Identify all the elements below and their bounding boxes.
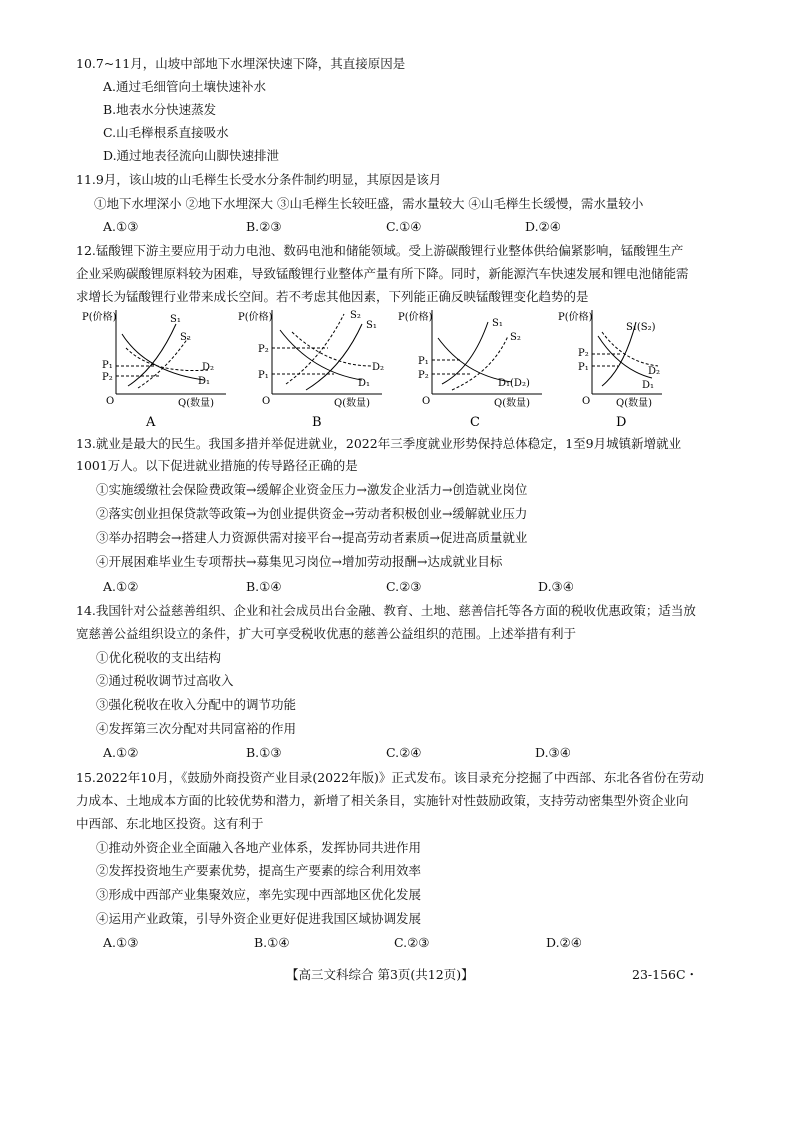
graph-a-d1: D₁ <box>198 376 211 387</box>
graph-c-xlabel: Q(数量) <box>494 398 531 409</box>
q13-stem-line-2: 1001万人。以下促进就业措施的传导路径正确的是 <box>76 458 358 473</box>
q13-item-3: ③举办招聘会→搭建人力资源供需对接平台→提高劳动者素质→促进高质量就业 <box>96 530 528 545</box>
graph-a-origin: O <box>106 396 115 407</box>
q13-choice-a[interactable]: A.①② <box>103 579 139 594</box>
graph-b-s1: S₁ <box>366 320 377 331</box>
graph-b-d2-curve <box>292 332 372 366</box>
graph-a-d2: D₂ <box>202 362 215 373</box>
graph-a[interactable] <box>82 310 226 430</box>
q13-choice-b[interactable]: B.①④ <box>246 579 282 594</box>
graph-d-d2: D₂ <box>648 366 661 377</box>
graph-a-d2-curve <box>126 348 208 371</box>
graph-c-p2: P₂ <box>418 370 429 381</box>
graph-a-s1-curve <box>128 324 176 386</box>
q14-item-2: ②通过税收调节过高收入 <box>96 673 234 688</box>
q14-choice-d[interactable]: D.③④ <box>535 745 571 760</box>
graph-d-letter: D <box>616 415 627 430</box>
q15-choice-b[interactable]: B.①④ <box>254 935 290 950</box>
q13-stem-line-1: 13.就业是最大的民生。我国多措并举促进就业，2022年三季度就业形势保持总体稳定，1至9月城镇新增就业 <box>76 436 682 451</box>
q12-stem-line-1: 12.锰酸锂下游主要应用于动力电池、数码电池和储能领域。受上游碳酸锂行业整体供给偏紧影响，锰酸锂生产 <box>76 243 684 258</box>
q11-choice-d[interactable]: D.②④ <box>525 219 561 234</box>
q11-stem: 11.9月，该山坡的山毛榉生长受水分条件制约明显，其原因是该月 <box>76 172 442 187</box>
graph-c-ylabel: P(价格) <box>398 312 433 323</box>
graph-d-xlabel: Q(数量) <box>616 398 653 409</box>
graph-c-letter: C <box>470 415 480 430</box>
q15-stem-line-1: 15.2022年10月，《鼓励外商投资产业目录(2022年版)》正式发布。该目录充分挖掘了中西部、东北各省份在劳动 <box>76 770 704 785</box>
graph-b-ylabel: P(价格) <box>238 312 273 323</box>
graph-c-d: D₁(D₂) <box>498 378 530 389</box>
graph-b-p1: P₁ <box>258 370 269 381</box>
q11-choice-a[interactable]: A.①③ <box>103 219 139 234</box>
q14-choice-b[interactable]: B.①③ <box>246 745 282 760</box>
graph-c-p1: P₁ <box>418 356 429 367</box>
graph-a-s2: S₂ <box>180 332 191 343</box>
q14-choice-c[interactable]: C.②④ <box>386 745 422 760</box>
graph-c[interactable] <box>398 310 542 430</box>
graph-a-d1-curve <box>122 334 204 380</box>
q15-item-3: ③形成中西部产业集聚效应，率先实现中西部地区优化发展 <box>96 887 422 902</box>
graph-d-ylabel: P(价格) <box>558 312 593 323</box>
q11-choice-c[interactable]: C.①④ <box>386 219 422 234</box>
graph-d-p1: P₁ <box>578 362 589 373</box>
graph-b-d2: D₂ <box>372 362 385 373</box>
q10-stem: 10.7~11月，山坡中部地下水埋深快速下降，其直接原因是 <box>76 56 406 71</box>
graph-b-xlabel: Q(数量) <box>334 398 371 409</box>
q14-choice-a[interactable]: A.①② <box>103 745 139 760</box>
q11-statements: ①地下水埋深小 ②地下水埋深大 ③山毛榉生长较旺盛，需水量较大 ④山毛榉生长缓慢，需水量较小 <box>94 196 644 211</box>
graph-a-xlabel: Q(数量) <box>178 398 215 409</box>
q14-item-1: ①优化税收的支出结构 <box>96 650 222 665</box>
q13-choice-c[interactable]: C.②③ <box>386 579 422 594</box>
q13-item-2: ②落实创业担保贷款等政策→为创业提供资金→劳动者积极创业→缓解就业压力 <box>96 506 528 521</box>
footer-page-info: 【高三文科综合 第3页(共12页)】 <box>286 967 474 982</box>
graph-d[interactable] <box>558 310 662 430</box>
graph-a-p1: P₁ <box>102 360 113 371</box>
graph-a-s2-curve <box>138 338 188 388</box>
graph-a-letter: A <box>146 415 156 430</box>
q13-item-1: ①实施缓缴社会保险费政策→缓解企业资金压力→激发企业活力→创造就业岗位 <box>96 482 528 497</box>
q12-stem-line-3: 求增长为锰酸锂行业带来成长空间。若不考虑其他因素，下列能正确反映锰酸锂变化趋势的是 <box>76 289 589 304</box>
q14-stem-line-2: 宽慈善公益组织设立的条件，扩大可享受税收优惠的慈善公益组织的范围。上述举措有利于 <box>76 626 577 641</box>
q15-stem-line-3: 中西部、东北地区投资。这有利于 <box>76 816 264 831</box>
q15-choice-c[interactable]: C.②③ <box>394 935 430 950</box>
q15-item-1: ①推动外资企业全面融入各地产业体系，发挥协同共进作用 <box>96 840 422 855</box>
q11-choice-b[interactable]: B.②③ <box>246 219 282 234</box>
graph-c-s2: S₂ <box>510 332 521 343</box>
graph-b-origin: O <box>262 396 271 407</box>
graph-a-ylabel: P(价格) <box>82 312 117 323</box>
q13-item-4: ④开展困难毕业生专项帮扶→募集见习岗位→增加劳动报酬→达成就业目标 <box>96 554 503 569</box>
q10-option-c[interactable]: C.山毛榉根系直接吸水 <box>103 125 229 140</box>
graph-d-d1-curve <box>598 336 652 378</box>
graph-b[interactable] <box>238 310 384 430</box>
q14-stem-line-1: 14.我国针对公益慈善组织、企业和社会成员出台金融、教育、土地、慈善信托等各方面的税收优惠政策；适当放 <box>76 603 696 618</box>
graph-d-d2-curve <box>602 332 658 366</box>
graph-d-s: S₁(S₂) <box>626 322 656 333</box>
q10-option-b[interactable]: B.地表水分快速蒸发 <box>103 102 217 117</box>
graph-b-letter: B <box>312 415 322 430</box>
graph-b-d1: D₁ <box>358 378 371 389</box>
q12-graphs <box>80 308 680 432</box>
graph-a-s1: S₁ <box>170 314 181 325</box>
graph-b-s2: S₂ <box>350 310 361 321</box>
graph-d-d1: D₁ <box>642 380 655 391</box>
q10-option-a[interactable]: A.通过毛细管向土壤快速补水 <box>103 79 267 94</box>
q15-stem-line-2: 力成本、土地成本方面的比较优势和潜力，新增了相关条目，实施针对性鼓励政策，支持劳动密集型外资企业向 <box>76 793 689 808</box>
q15-choice-d[interactable]: D.②④ <box>546 935 582 950</box>
q15-item-2: ②发挥投资地生产要素优势，提高生产要素的综合利用效率 <box>96 863 422 878</box>
q15-choice-a[interactable]: A.①③ <box>103 935 139 950</box>
q10-option-d[interactable]: D.通过地表径流向山脚快速排泄 <box>103 148 280 163</box>
q12-stem-line-2: 企业采购碳酸锂原料较为困难，导致锰酸锂行业整体产量有所下降。同时，新能源汽车快速发展和锂电池储能需 <box>76 266 689 281</box>
graph-c-origin: O <box>422 396 431 407</box>
graph-d-origin: O <box>582 396 591 407</box>
graph-c-s1-curve <box>442 322 488 384</box>
graph-a-p2: P₂ <box>102 372 113 383</box>
q15-item-4: ④运用产业政策，引导外资企业更好促进我国区域协调发展 <box>96 911 422 926</box>
graph-b-p2: P₂ <box>258 344 269 355</box>
graph-c-s1: S₁ <box>492 318 503 329</box>
q14-item-4: ④发挥第三次分配对共同富裕的作用 <box>96 721 297 736</box>
graph-b-d1-curve <box>280 330 362 380</box>
graph-b-s1-curve <box>306 324 362 390</box>
q13-choice-d[interactable]: D.③④ <box>538 579 574 594</box>
graph-d-p2: P₂ <box>578 348 589 359</box>
q14-item-3: ③强化税收在收入分配中的调节功能 <box>96 697 297 712</box>
footer-code: 23-156C・ <box>632 967 699 982</box>
